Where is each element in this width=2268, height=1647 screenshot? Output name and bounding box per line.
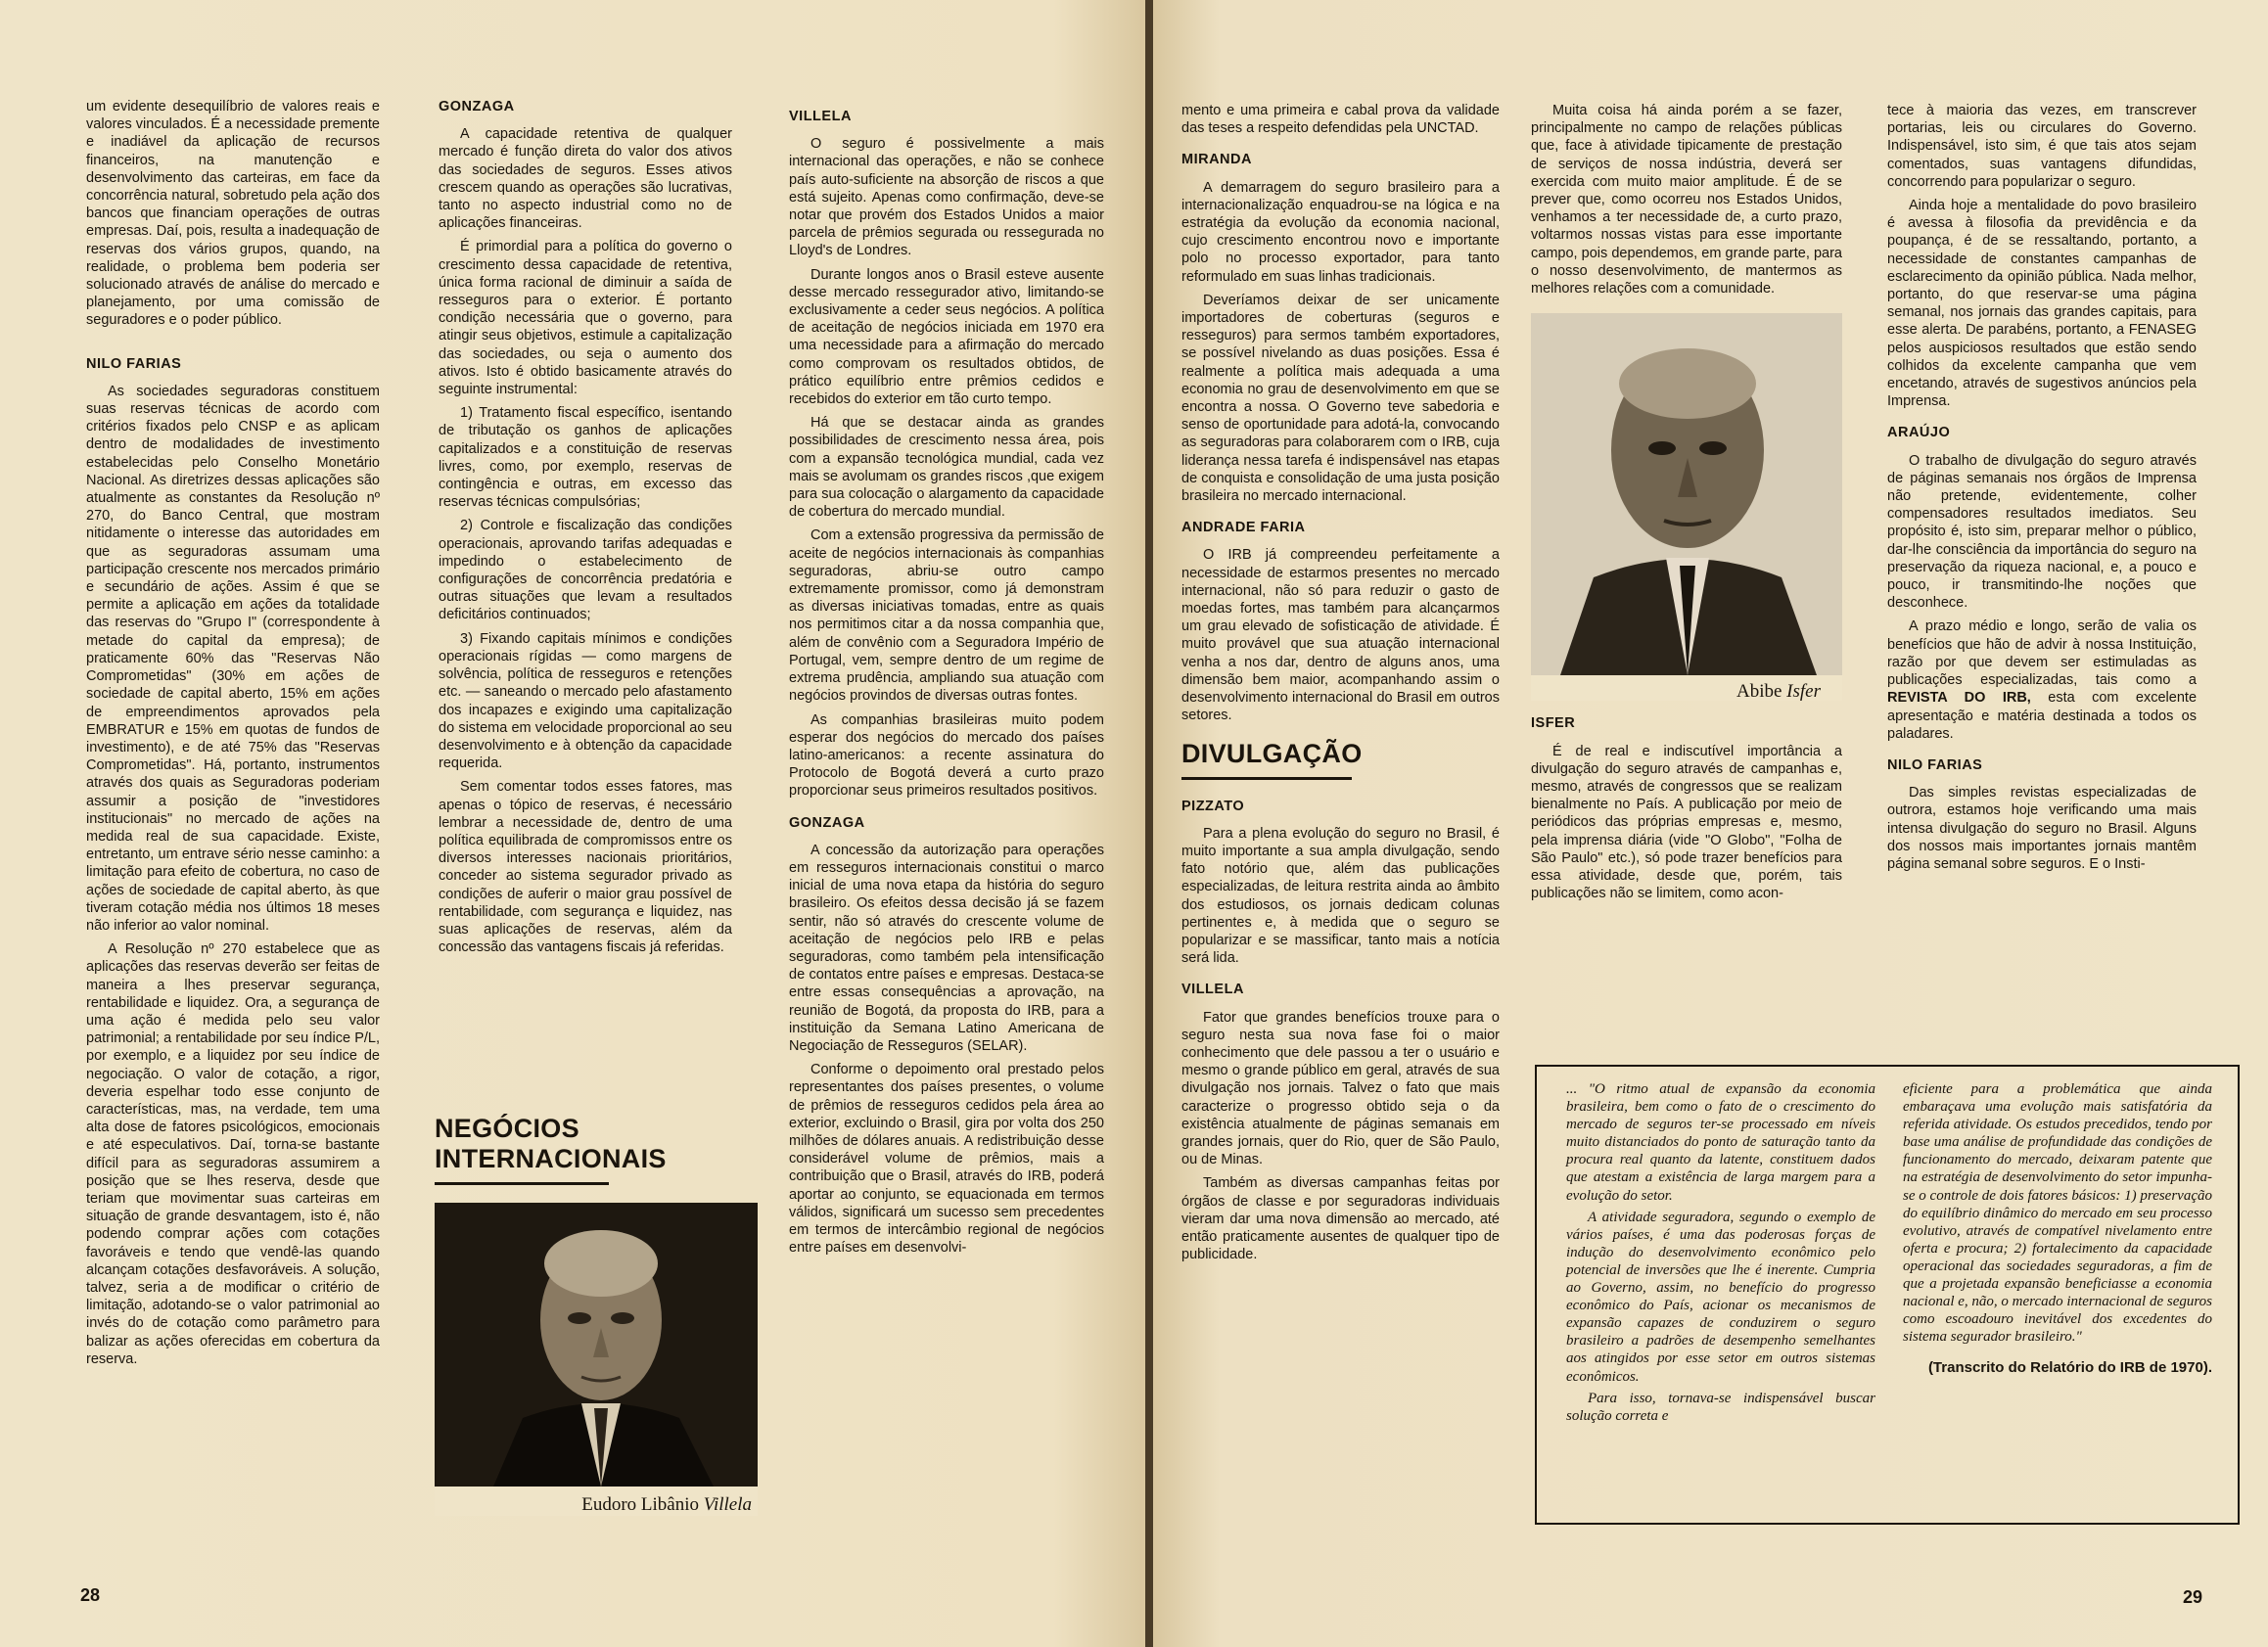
section-subheading: ARAÚJO: [1887, 425, 1951, 441]
quote-paragraph: eficiente para a problemática que ainda embaraçava uma evolução mais satisfatória da referida atividade. Os estudos precedidos, tendo por base uma análise de profundidade das condições de funcionamento do mercado, deixaram patente que na estratégia de desenvolvimento do setor impunha-se o controle de dois fatores básicos: 1) preservação do equilíbrio dinâmico do mercado em seu processo evolutivo, através de compatível nivelamento entre oferta e procura; 2) fortalecimento da capacidade operacional das sociedades seguradoras, a fim de que a projetada expansão beneficiasse a economia nacional e, não, o mercado internacional de seguros como escoadouro inevitável dos excedentes do sistema segurador brasileiro.": [1903, 1081, 2212, 1346]
paragraph: mento e uma primeira e cabal prova da validade das teses a respeito defendidas pela UNCTAD.: [1181, 103, 1500, 137]
paragraph: Sem comentar todos esses fatores, mas apenas o tópico de reservas, é necessário lembrar a necessidade de, dentro de uma política equilibrada de compromissos entre os diversos interesses nacionais prioritários, conceder ao sistema segurador privado as condições de auferir o maior grau possível de rentabilidade, com segurança e liquidez, nas suas aplicações de reservas, além da concessão das vantagens fiscais já referidas.: [439, 779, 732, 956]
right-col-1: [1181, 102, 1500, 1269]
paragraph: É de real e indiscutível importância a divulgação do seguro através de campanhas e, mesmo, através de congressos que se realizam bienalmente no País. A publicação por meio de periódicos das próprias empresas e, mesmo, pela imprensa diária (vide "O Globo", "Folha de São Paulo" etc.), só pode trazer benefícios para essa atividade, desde que, porém, tais publicações não se limitem, como acon-: [1531, 743, 1842, 902]
paragraph: A capacidade retentiva de qualquer mercado é função direta do valor dos ativos das sociedades de seguros. Esses ativos crescem quando as operações são lucrativas, tanto no aspecto industrial como no de aplicações financeiras.: [439, 126, 732, 232]
page-number: 28: [80, 1585, 101, 1605]
section-subheading: VILLELA: [1181, 982, 1244, 998]
section-subheading: ISFER: [1531, 715, 1576, 732]
paragraph: tece à maioria das vezes, em transcrever portarias, leis ou circulares do Governo. Indispensável, isto sim, é que tais atos sejam comentados, suas vantagens difundidas, concorrendo para popularizar o seguro.: [1887, 103, 2197, 190]
paragraph: Das simples revistas especializadas de outrora, estamos hoje verificando uma mais intensa divulgação do seguro no Brasil. Alguns dos nossos mais importantes jornais mantêm página semanal sobre seguros. E o Insti-: [1887, 785, 2197, 872]
paragraph: As companhias brasileiras muito podem esperar dos negócios do mercado dos países latino-americanos: a recente assinatura do Protocolo de Bogotá deverá a curto prazo proporcionar seus primeiros resultados positivos.: [789, 711, 1104, 800]
negocios-section: [435, 1114, 758, 1516]
paragraph: As sociedades seguradoras constituem suas reservas técnicas de acordo com critérios fixados pelo CNSP e as aplicam dentro de modalidades de investimento estabelecidas pelo Conselho Monetário Nacional. As diretrizes dessas aplicações são atualmente as constantes da Resolução nº 270, do Banco Central, que mostram nitidamente o interesse das autoridades em que as seguradoras assumam uma participação crescente nos mercados primário e secundário de ações. Assim é que se permite a aplicação em ações da totalidade das reservas do "Grupo I" (correspondente à metade do capital da empresa); de praticamente 60% das "Reservas Não Comprometidas" (30% em ações de sociedade de capital aberto, 15% em ações de empreendimentos aprovados pela EMBRATUR e 15% em quotas de fundos de investimento), e de até 75% das "Reservas Comprometidas". Há, portanto, instrumentos através dos quais as Seguradoras poderiam assumir a posição de "investidores institucionais" no mercado de ações na medida real de sua capacidade. Existe, entretanto, um entrave sério nesse caminho: a limitação para efeito de cobertura, no caso de ações de sociedade de capital aberto, às que tiveram cotação média nos últimos 18 meses não inferior ao valor nominal.: [86, 383, 380, 934]
photo-caption: Abibe Isfer: [1531, 683, 1842, 701]
section-subheading: ANDRADE FARIA: [1181, 520, 1306, 536]
title-rule: [1181, 777, 1352, 780]
title-rule: [435, 1182, 609, 1185]
paragraph: O trabalho de divulgação do seguro através de páginas semanais nos órgãos de Imprensa não pretende, evidentemente, colher compensadores resultados imediatos. Seu propósito é, isto sim, preparar melhor o público, dar-lhe consciência da importância do seguro na preservação da riqueza nacional, e, a pouco e pouco, ir transmitindo-lhe noções que desconhece.: [1887, 452, 2197, 612]
quote-paragraph: ... "O ritmo atual de expansão da economia brasileira, bem como o fato de o crescimento do mercado de seguros ter-se processado em níveis muito distanciados do ponto de saturação tanto da procura real quanto da latente, constituem dados que atestam a existência de larga margem para a evolução do setor.: [1566, 1081, 1875, 1204]
section-title: DIVULGAÇÃO: [1181, 738, 1363, 768]
paragraph: um evidente desequilíbrio de valores reais e valores vinculados. É a necessidade premente e inadiável da aplicação de recursos financeiros, na manutenção e desenvolvimento das carteiras, em face da concorrência natural, sobretudo pela ação dos bancos que financiam operações de outras empresas. Daí, pois, resulta a inadequação de reservas dos vários grupos, quando, na realidade, o problema bem poderia ser solucionado através de análise do mercado e planejamento, por uma comissão de seguradores e o poder público.: [86, 99, 380, 329]
paragraph: O seguro é possivelmente a mais internacional das operações, e não se conhece país auto-suficiente na absorção de riscos a que está sujeito. Apenas como confirmação, deve-se notar que provém dos Estados Unidos a maior parcela de prêmios segurada ou ressegurada no Lloyd's de Londres.: [789, 136, 1104, 259]
section-subheading: GONZAGA: [789, 814, 865, 831]
paragraph: A concessão da autorização para operações em resseguros internacionais constitui o marco inicial de uma nova etapa da história do seguro brasileiro. Os efeitos dessa decisão já se fazem sentir, não só através do crescente volume de aceitação de negócios pelo IRB e pelas seguradoras, como também pela intensificação de contatos entre países e empresas. Destaca-se entre essas consequências a aprovação, na reunião de Bogotá, da proposta do IRB, para a instituição da Semana Latino Americana de Negociação de Resseguros (SELAR).: [789, 842, 1104, 1054]
paragraph: Para a plena evolução do seguro no Brasil, é muito importante a sua ampla divulgação, sendo fato notório que, além das publicações especializadas, de leitura restrita ainda ao âmbito dos estudiosos, os jornais dedicam colunas pertinentes e, à medida que o seguro se popularizar e se massificar, tanto mais a notícia será lida.: [1181, 825, 1500, 967]
paragraph: 2) Controle e fiscalização das condições operacionais, aprovando tarifas adequadas e impedindo o estabelecimento de configurações de concorrência predatória e outras situações que levam a resultados deficitários continuados;: [439, 518, 732, 623]
paragraph: 3) Fixando capitais mínimos e condições operacionais rígidas — como margens de solvência, política de resseguros e retenções etc. — saneando o mercado pelo afastamento dos incapazes e exigindo uma capitalização do sistema em velocidade proporcional ao seu desenvolvimento e à obtenção da capacidade requerida.: [439, 630, 732, 772]
portrait-photo-villela: [435, 1203, 758, 1516]
portrait-photo-isfer: [1531, 313, 1842, 701]
quote-paragraph: Para isso, tornava-se indispensável buscar solução correta e: [1566, 1390, 1875, 1424]
quote-col-left: [1566, 1080, 1875, 1429]
left-col-2: [439, 98, 732, 962]
page-number: 29: [2183, 1587, 2203, 1607]
paragraph: Muita coisa há ainda porém a se fazer, principalmente no campo de relações públicas que, face à atividade tipicamente de prestação de serviços de nossa indústria, deverá ser exercida com muito maior amplitude. É de se prever que, como ocorreu nos Estados Unidos, venhamos a ter necessidade de, a curto prazo, voltarmos nossas vistas para esse importante campo, pois dependemos, em grande parte, para o nosso desenvolvimento, de mantermos as melhores relações com a comunidade.: [1531, 103, 1842, 297]
quote-paragraph: A atividade seguradora, segundo o exemplo de vários países, é uma das poderosas forças de indução do desenvolvimento econômico pelo potencial de inversões que lhe é inerente. Cumpria ao Governo, assim, no benefício do progresso econômico do País, acionar os mecanismos de expansão capazes de conduzirem o seguro brasileiro a padrões de desempenho semelhantes aos atingidos por esse setor em outros sistemas econômicos.: [1566, 1209, 1875, 1385]
section-subheading: GONZAGA: [439, 99, 515, 114]
left-col-3: [789, 108, 1104, 1262]
quote-box: [1535, 1065, 2240, 1525]
section-subheading: NILO FARIAS: [86, 355, 182, 372]
quote-col-right: [1903, 1080, 2212, 1382]
section-title: NEGÓCIOS INTERNACIONAIS: [435, 1114, 667, 1173]
section-subheading: MIRANDA: [1181, 152, 1252, 168]
paragraph: Há que se destacar ainda as grandes possibilidades de crescimento nessa área, pois com a expansão tecnológica mundial, cada vez mais se avolumam os grandes riscos ,que exigem para sua colocação o alargamento da capacidade de cobertura do mercado mundial.: [789, 415, 1104, 521]
paragraph: Também as diversas campanhas feitas por órgãos de classe e por seguradoras individuais vieram dar uma nova dimensão ao mercado, até então praticamente ausentes de qualquer tipo de publicidade.: [1181, 1175, 1500, 1263]
right-col-2: [1531, 102, 1842, 908]
paragraph: É primordial para a política do governo o crescimento dessa capacidade de retentiva, única forma racional de diminuir a saída de resseguros para o exterior. É portanto condição necessária que o governo, para atingir seus objetivos, estimule a capitalização das sociedades, ou seja o aumento dos ativos. Isto é obtido basicamente através do seguinte instrumental:: [439, 239, 732, 398]
paragraph: Com a extensão progressiva da permissão de aceite de negócios internacionais às companhias seguradoras, abriu-se outro campo extremamente promissor, como já demonstram as diversas iniciativas tomadas, entre as quais nos permitimos citar a da nossa companhia que, além de convênio com a Seguradora Império de Portugal, vem, sempre dentro de um regime de extrema prudência, ampliando sua atuação com negócios provindos de diversas outras fontes.: [789, 527, 1104, 705]
paragraph: Deveríamos deixar de ser unicamente importadores de coberturas (seguros e resseguros) para sermos também exportadores, se possível nivelando as duas posições. Essa é realmente a política mais adequada a uma economia no grau de desenvolvimento em que se encontra a nossa. O Governo teve sabedoria e senso de oportunidade para adotá-la, convocando as seguradoras para colaborarem com o IRB, cuja liderança nessa tarefa é indispensável nas etapas de conquista e consolidação de uma justa posição brasileira no mercado internacional.: [1181, 292, 1500, 505]
section-subheading: PIZZATO: [1181, 798, 1245, 814]
paragraph: A demarragem do seguro brasileiro para a internacionalização enquadrou-se na lógica e na estratégia da evolução da economia nacional, cujo crescimento encontrou novo e importante polo no processo exportador, para tanto reformulado em suas linhas tradicionais.: [1181, 179, 1500, 285]
section-subheading: NILO FARIAS: [1887, 756, 1983, 773]
paragraph: A Resolução nº 270 estabelece que as aplicações das reservas deverão ser feitas de maneira a lhes preservar segurança, rentabilidade e liquidez. Ora, a segurança de uma ação é medida pelo seu valor patrimonial; a rentabilidade por seu índice P/L, por exemplo, e a liquidez por seu índice de negociação. O valor de cotação, a rigor, deveria espelhar todo esse conjunto de características, mas, na verdade, tem uma alta dose de fatores psicológicos, emocionais e até especulativos. Daí, torna-se bastante difícil para as seguradoras assumirem a posição que se lhes reserva, desde que teriam que movimentar suas carteiras em situação de grande desvantagem, isto é, não podendo comprar ações com cotações favoráveis e tendo que vendê-las quando alcançam cotações desfavoráveis. A solução, talvez, seria a de modificar o critério de limitação, adotando-se o valor patrimonial ao invés do de cotação como parâmetro para balizar as ações oferecidas em cobertura da reserva.: [86, 941, 380, 1367]
photo-caption: Eudoro Libânio Villela: [581, 1494, 752, 1515]
right-col-3: [1887, 102, 2197, 879]
paragraph: O IRB já compreendeu perfeitamente a necessidade de estarmos presentes no mercado internacional, não só para reduzir o gasto de moedas fortes, mas também para alcançarmos um grau elevado de sofisticação de atividade. É muito provável que sua atuação internacional venha a nos dar, dentro de alguns anos, uma dimensão bem maior, acompanhando assim o desenvolvimento internacional do Brasil em outros setores.: [1181, 547, 1500, 724]
paragraph: Conforme o depoimento oral prestado pelos representantes dos países presentes, o volume de prêmios de resseguros cedidos pela área ao exterior, excluindo o Brasil, gira por volta dos 250 milhões de dólares anuais. A redistribuição desse considerável volume de prêmios, mais a contribuição que o Brasil, através do IRB, poderá aportar ao conjunto, se equacionada em termos válidos, significará um sucesso sem precedentes em termos de intercâmbio regional de negócios entre países em desenvolvi-: [789, 1062, 1104, 1257]
paragraph: 1) Tratamento fiscal específico, isentando de tributação os ganhos de aplicações capitalizados e a constituição de reservas livres, como, por exemplo, reservas de contingência e outras, em excesso das reservas técnicas compulsórias;: [439, 405, 732, 511]
paragraph: Durante longos anos o Brasil esteve ausente desse mercado ressegurador ativo, limitando-se exclusivamente a ceder seus negócios. A política de aceitação de negócios iniciada em 1970 era uma necessidade para a afirmação do mercado como comprovam os resultados obtidos, de prático equilíbrio entre prêmios cedidos e recebidos do exterior em tão curto tempo.: [789, 266, 1104, 408]
paragraph: Ainda hoje a mentalidade do povo brasileiro é avessa à filosofia da previdência e da poupança, é de se ressaltando, portanto, a necessidade de constantes campanhas de esclarecimento da opinião pública. Nada melhor, portanto, do que reservar-se uma página semanal, nos jornais das grandes capitais, para esse alerta. De parabéns, portanto, a FENASEG pelos auspiciosos resultados que estão sendo colhidos da excelente campanha que vem encetando, através de sugestivos anúncios pela Imprensa.: [1887, 198, 2197, 410]
paragraph: Fator que grandes benefícios trouxe para o seguro nesta sua nova fase foi o maior conhecimento que dele passou a ter o usuário e mesmo o grande público em geral, através de sua divulgação nos jornais. Talvez o fato que mais caracterize o progresso obtido seja o da existência atualmente de páginas semanais em grandes jornais, quer do Rio, quer de São Paulo, ou de Minas.: [1181, 1009, 1500, 1168]
section-subheading: VILLELA: [789, 109, 852, 124]
quote-source: (Transcrito do Relatório do IRB de 1970).: [1927, 1359, 2212, 1377]
paragraph: A prazo médio e longo, serão de valia os benefícios que hão de advir à nossa Instituição, razão por que devem ser estimuladas as publicações especializadas, tais como a REVISTA DO IRB, esta com excelente apresentação e matéria destinada a todos os paladares.: [1887, 618, 2198, 742]
left-col-1: [86, 98, 380, 1374]
